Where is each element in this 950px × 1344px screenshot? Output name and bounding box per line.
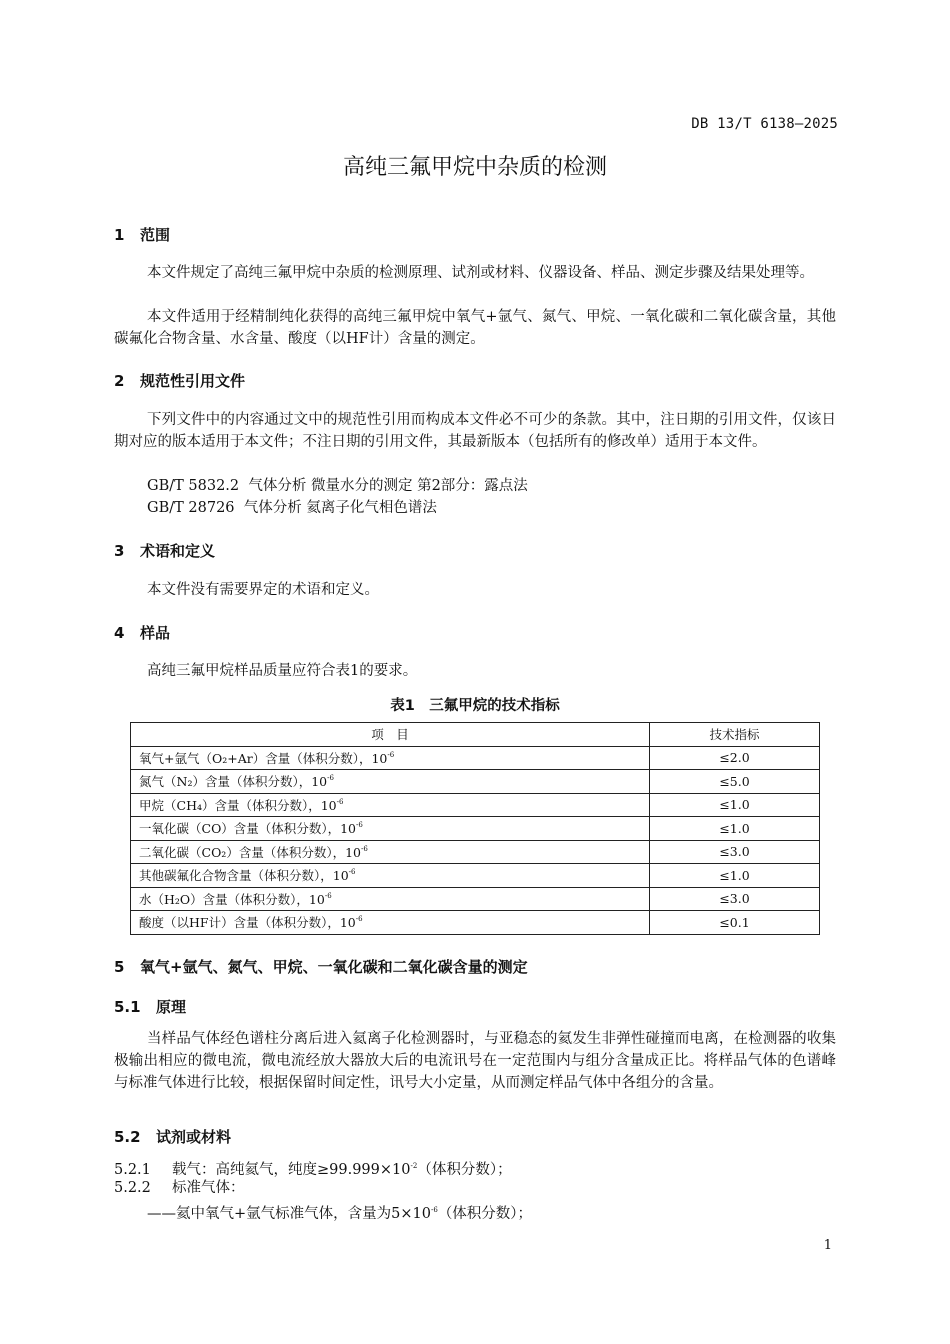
page-number: 1: [823, 1238, 832, 1253]
section-1-heading: [114, 224, 170, 245]
item-cell: [131, 840, 650, 864]
item-cell: [131, 911, 650, 935]
table-row: [131, 793, 820, 817]
section-title: 规范性引用文件: [140, 372, 246, 390]
value-cell: ≤1.0: [650, 864, 820, 888]
value-cell: ≤5.0: [650, 770, 820, 794]
section-number: 5.1: [114, 998, 141, 1016]
unit-exponent: -6: [327, 774, 334, 783]
reference-item: GB/T 5832.2 气体分析 微量水分的测定 第2部分：露点法: [147, 478, 528, 494]
unit-exponent: -6: [387, 750, 395, 759]
section-title: 试剂或材料: [156, 1128, 232, 1146]
table-row: [131, 817, 820, 841]
section-number: 1: [114, 226, 125, 244]
list-text-suffix: （体积分数）；: [437, 1206, 533, 1222]
section-1-paragraph-2: 本文件适用于经精制纯化获得的高纯三氟甲烷中氧气+氩气、氮气、甲烷、一氧化碳和二氧化碳含量，其他碳氟化合物含量、水含量、酸度（以HF计）含量的测定。: [114, 309, 836, 347]
item-cell: [131, 887, 650, 911]
value-cell: ≤2.0: [650, 746, 820, 770]
reference-item: GB/T 28726 气体分析 氦离子化气相色谱法: [147, 500, 437, 516]
column-header-spec: 技术指标: [650, 723, 820, 747]
unit-exponent: -6: [355, 821, 363, 830]
section-4-heading: [114, 622, 170, 643]
table-row: [131, 840, 820, 864]
section-title: 范围: [140, 226, 171, 244]
table-caption: 表1 三氟甲烷的技术指标: [390, 698, 560, 714]
section-5-1-paragraph: 当样品气体经色谱柱分离后进入氦离子化检测器时，与亚稳态的氦发生非弹性碰撞而电离，在检测器的收集极输出相应的微电流，微电流经放大器放大后的电流讯号在一定范围内与组分含量成正比。将样品气体的色谱峰与标准气体进行比较，根据保留时间定性，讯号大小定量，从而测定样品气体中各组分的含量。: [114, 1031, 836, 1091]
table-header-row: [131, 723, 820, 747]
table-row: [131, 864, 820, 888]
clause-number: 5.2.2: [114, 1180, 151, 1196]
item-text: 酸度（以HF计）含量（体积分数），10: [139, 915, 356, 931]
section-1-paragraph-1: 本文件规定了高纯三氟甲烷中杂质的检测原理、试剂或材料、仪器设备、样品、测定步骤及结果处理等。: [147, 265, 814, 281]
item-cell: [131, 770, 650, 794]
section-5-2-heading: [114, 1126, 231, 1147]
unit-exponent: -6: [336, 797, 344, 806]
table-row: [131, 887, 820, 911]
section-5-1-heading: [114, 996, 186, 1017]
unit-exponent: -6: [324, 891, 332, 900]
section-number: 2: [114, 372, 125, 390]
unit-exponent: -6: [360, 844, 368, 853]
value-cell: ≤3.0: [650, 840, 820, 864]
item-text: 一氧化碳（CO）含量（体积分数），10: [139, 821, 356, 837]
dash-list-item: [147, 1199, 532, 1225]
item-text: 二氧化碳（CO₂）含量（体积分数），10: [139, 844, 361, 860]
unit-exponent: -6: [430, 1206, 438, 1214]
column-header-item: 项 目: [131, 723, 650, 747]
clause-text-suffix: （体积分数）；: [417, 1162, 512, 1178]
item-cell: [131, 864, 650, 888]
item-text: 甲烷（CH₄）含量（体积分数），10: [139, 797, 337, 813]
section-number: 5: [114, 958, 125, 976]
section-number: 5.2: [114, 1128, 141, 1146]
item-text: 其他碳氟化合物含量（体积分数），10: [139, 868, 349, 884]
clause-text: 载气：高纯氦气，纯度≥99.999×10: [172, 1162, 411, 1178]
section-4-paragraph-1: 高纯三氟甲烷样品质量应符合表1的要求。: [147, 663, 418, 679]
value-cell: ≤0.1: [650, 911, 820, 935]
item-text: 氮气（N₂）含量（体积分数），10: [139, 774, 328, 790]
section-3-paragraph-1: 本文件没有需要界定的术语和定义。: [147, 582, 379, 598]
table-row: [131, 746, 820, 770]
value-cell: ≤1.0: [650, 793, 820, 817]
clause-5-2-2: [114, 1177, 245, 1199]
section-title: 术语和定义: [140, 542, 216, 560]
spec-table: [130, 722, 820, 935]
table-row: [131, 770, 820, 794]
section-3-heading: [114, 540, 215, 561]
section-number: 3: [114, 542, 125, 560]
document-number: DB 13/T 6138—2025: [691, 116, 838, 132]
item-cell: [131, 817, 650, 841]
section-2-heading: [114, 370, 245, 391]
item-cell: [131, 793, 650, 817]
value-cell: ≤1.0: [650, 817, 820, 841]
list-text: ——氦中氧气+氩气标准气体，含量为5×10: [147, 1206, 431, 1222]
value-cell: ≤3.0: [650, 887, 820, 911]
section-5-heading: [114, 956, 528, 977]
section-number: 4: [114, 624, 125, 642]
unit-exponent: -6: [348, 868, 356, 877]
item-text: 氧气+氩气（O₂+Ar）含量（体积分数），10: [139, 750, 388, 766]
clause-number: 5.2.1: [114, 1162, 151, 1178]
section-title: 样品: [140, 624, 171, 642]
section-title: 原理: [156, 998, 187, 1016]
section-title: 氧气+氩气、氮气、甲烷、一氧化碳和二氧化碳含量的测定: [140, 958, 528, 976]
page-title: 高纯三氟甲烷中杂质的检测: [342, 155, 607, 180]
clause-text: 标准气体：: [172, 1180, 245, 1196]
item-text: 水（H₂O）含量（体积分数），10: [139, 891, 325, 907]
unit-exponent: -6: [355, 915, 363, 924]
section-2-paragraph-1: 下列文件中的内容通过文中的规范性引用而构成本文件必不可少的条款。其中，注日期的引用文件，仅该日期对应的版本适用于本文件；不注日期的引用文件，其最新版本（包括所有的修改单）适用于本文件。: [114, 412, 836, 450]
item-cell: [131, 746, 650, 770]
unit-exponent: -2: [410, 1162, 418, 1170]
table-row: [131, 911, 820, 935]
